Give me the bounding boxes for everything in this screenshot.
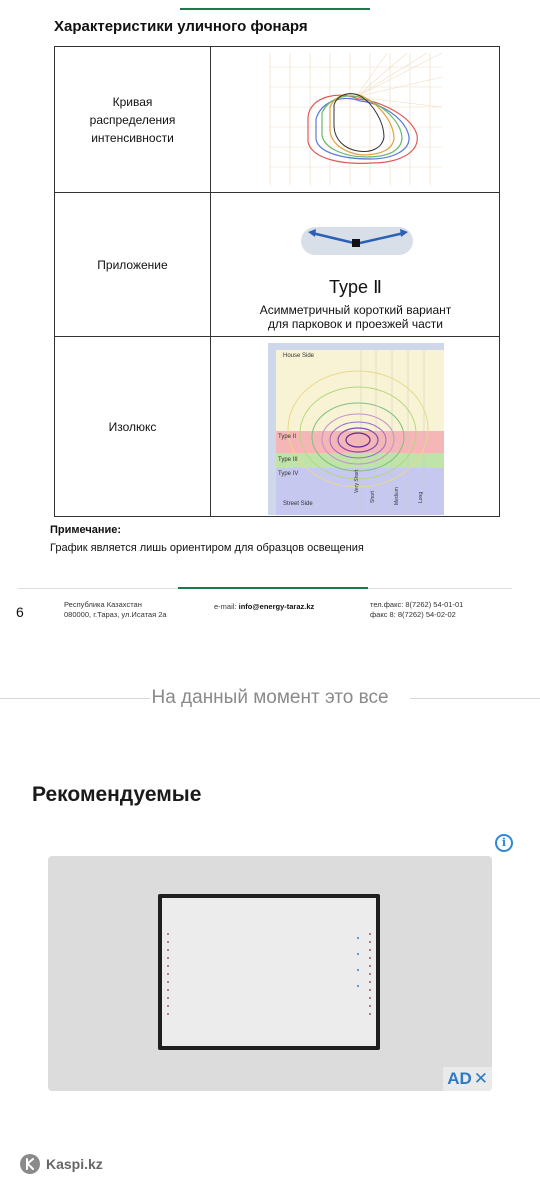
end-message: На данный момент это все bbox=[151, 687, 389, 708]
recommended-title: Рекомендуемые bbox=[32, 783, 202, 806]
street-side-label: Street Side bbox=[283, 501, 313, 507]
ad-label: AD bbox=[447, 1069, 472, 1088]
address-line2: 080000, г.Тараз, ул.Исатая 2а bbox=[64, 610, 167, 619]
address-line1: Республика Казахстан bbox=[64, 600, 142, 609]
phone-line2: факс 8: 8(7262) 54-02-02 bbox=[370, 610, 456, 619]
type2-label: Type II bbox=[278, 434, 297, 440]
footer-email bbox=[214, 602, 314, 611]
kaspi-logo-icon bbox=[20, 1154, 40, 1174]
house-side-label: House Side bbox=[283, 353, 315, 359]
type3-label: Type III bbox=[278, 457, 298, 463]
document-title: Характеристики уличного фонаря bbox=[54, 18, 308, 35]
isolux-chart bbox=[212, 337, 499, 516]
footer-address bbox=[64, 600, 167, 620]
ad-badge[interactable] bbox=[443, 1067, 492, 1091]
whiteboard-image bbox=[158, 894, 380, 1050]
note-text: График является лишь ориентиром для образцов освещения bbox=[50, 542, 364, 554]
ad-banner[interactable] bbox=[48, 856, 492, 1091]
footer-phone bbox=[370, 600, 463, 620]
application-description-line1: Асимметричный короткий вариант bbox=[259, 303, 452, 317]
table-row-intensity bbox=[55, 47, 499, 193]
row-label: Кривая распределения интенсивности bbox=[55, 47, 211, 192]
top-accent-line bbox=[180, 8, 370, 10]
type-label: Type Ⅱ bbox=[329, 277, 382, 297]
kaspi-brand-name: Kaspi.kz bbox=[46, 1156, 103, 1172]
type4-label: Type IV bbox=[278, 471, 299, 477]
ad-close-icon[interactable]: ✕ bbox=[473, 1069, 488, 1088]
email-label: e-mail: bbox=[214, 602, 237, 611]
footer-accent-line bbox=[178, 587, 368, 589]
page-number: 6 bbox=[16, 604, 24, 620]
row-label: Приложение bbox=[55, 193, 211, 336]
isolux-chart-area bbox=[268, 343, 444, 515]
row-label: Изолюкс bbox=[55, 337, 211, 516]
email-value: info@energy-taraz.kz bbox=[238, 602, 315, 611]
polar-curve-image bbox=[212, 47, 499, 191]
very-short-label: Very Short bbox=[354, 469, 360, 493]
end-of-content bbox=[0, 684, 540, 712]
medium-label: Medium bbox=[394, 487, 400, 505]
note-label: Примечание: bbox=[50, 524, 122, 536]
application-cell bbox=[212, 193, 499, 336]
whiteboard-markers bbox=[162, 898, 376, 1046]
table-row-application bbox=[55, 193, 499, 337]
long-label: Long bbox=[418, 491, 424, 503]
kaspi-brand[interactable] bbox=[20, 1154, 103, 1174]
ad-info-icon[interactable]: i bbox=[495, 834, 513, 852]
application-description-line2: для парковок и проезжей части bbox=[268, 317, 443, 331]
table-row-isolux bbox=[55, 337, 499, 516]
short-label: Short bbox=[370, 491, 376, 503]
spec-table bbox=[54, 46, 500, 517]
intensity-curve-diagram bbox=[212, 47, 499, 192]
phone-line1: тел.факс: 8(7262) 54-01-01 bbox=[370, 600, 464, 609]
